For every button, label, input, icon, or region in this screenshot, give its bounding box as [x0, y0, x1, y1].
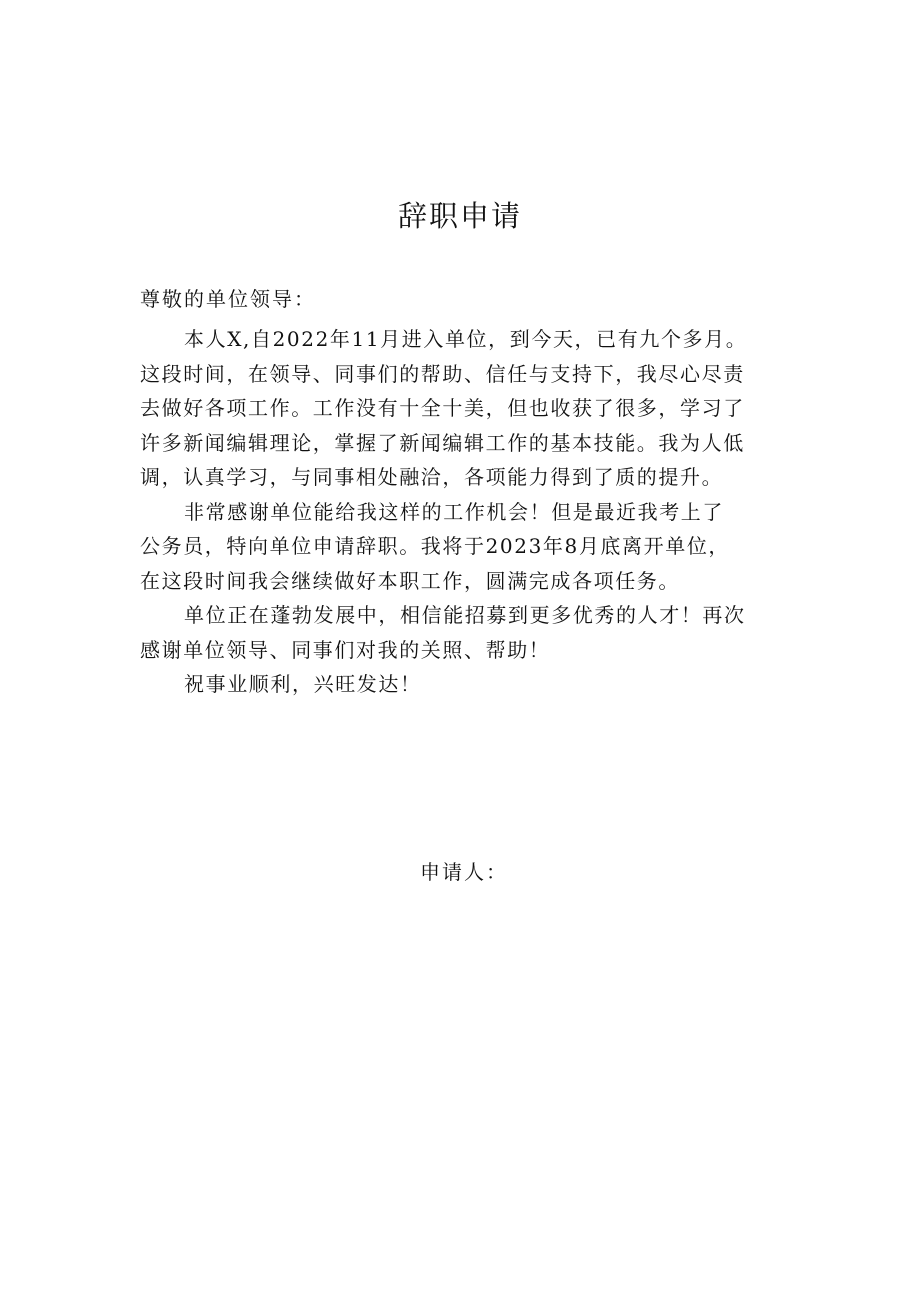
text-line: 本人X,自2022年11月进入单位，到今天，已有九个多月。 [184, 327, 748, 351]
signature-label: 申请人： [420, 860, 508, 884]
text-line: 非常感谢单位能给我这样的工作机会！但是最近我考上了 [184, 499, 724, 524]
text-line: 去做好各项工作。工作没有十全十美，但也收获了很多，学习了 [140, 396, 745, 420]
document-title: 辞职申请 [397, 199, 522, 233]
paragraph-employment-summary [140, 322, 800, 495]
text-line: 单位正在蓬勃发展中，相信能招募到更多优秀的人才！再次 [184, 603, 746, 627]
text-line: 祝事业顺利，兴旺发达！ [184, 672, 422, 696]
text-line: 在这段时间我会继续做好本职工作，圆满完成各项任务。 [140, 568, 680, 593]
text-line: 这段时间，在领导、同事们的帮助、信任与支持下，我尽心尽责 [140, 361, 745, 386]
text-line: 许多新闻编辑理论，掌握了新闻编辑工作的基本技能。我为人低 [140, 430, 745, 455]
salutation: 尊敬的单位领导： [140, 287, 316, 311]
text-line: 公务员，特向单位申请辞职。我将于2023年8月底离开单位， [140, 534, 731, 558]
paragraph-closing-wish [140, 667, 800, 702]
paragraph-thanks [140, 598, 800, 667]
paragraph-resignation-reason [140, 495, 800, 599]
letter-body [140, 322, 800, 702]
text-line: 感谢单位领导、同事们对我的关照、帮助！ [140, 637, 551, 662]
text-line: 调，认真学习，与同事相处融洽，各项能力得到了质的提升。 [140, 465, 724, 489]
